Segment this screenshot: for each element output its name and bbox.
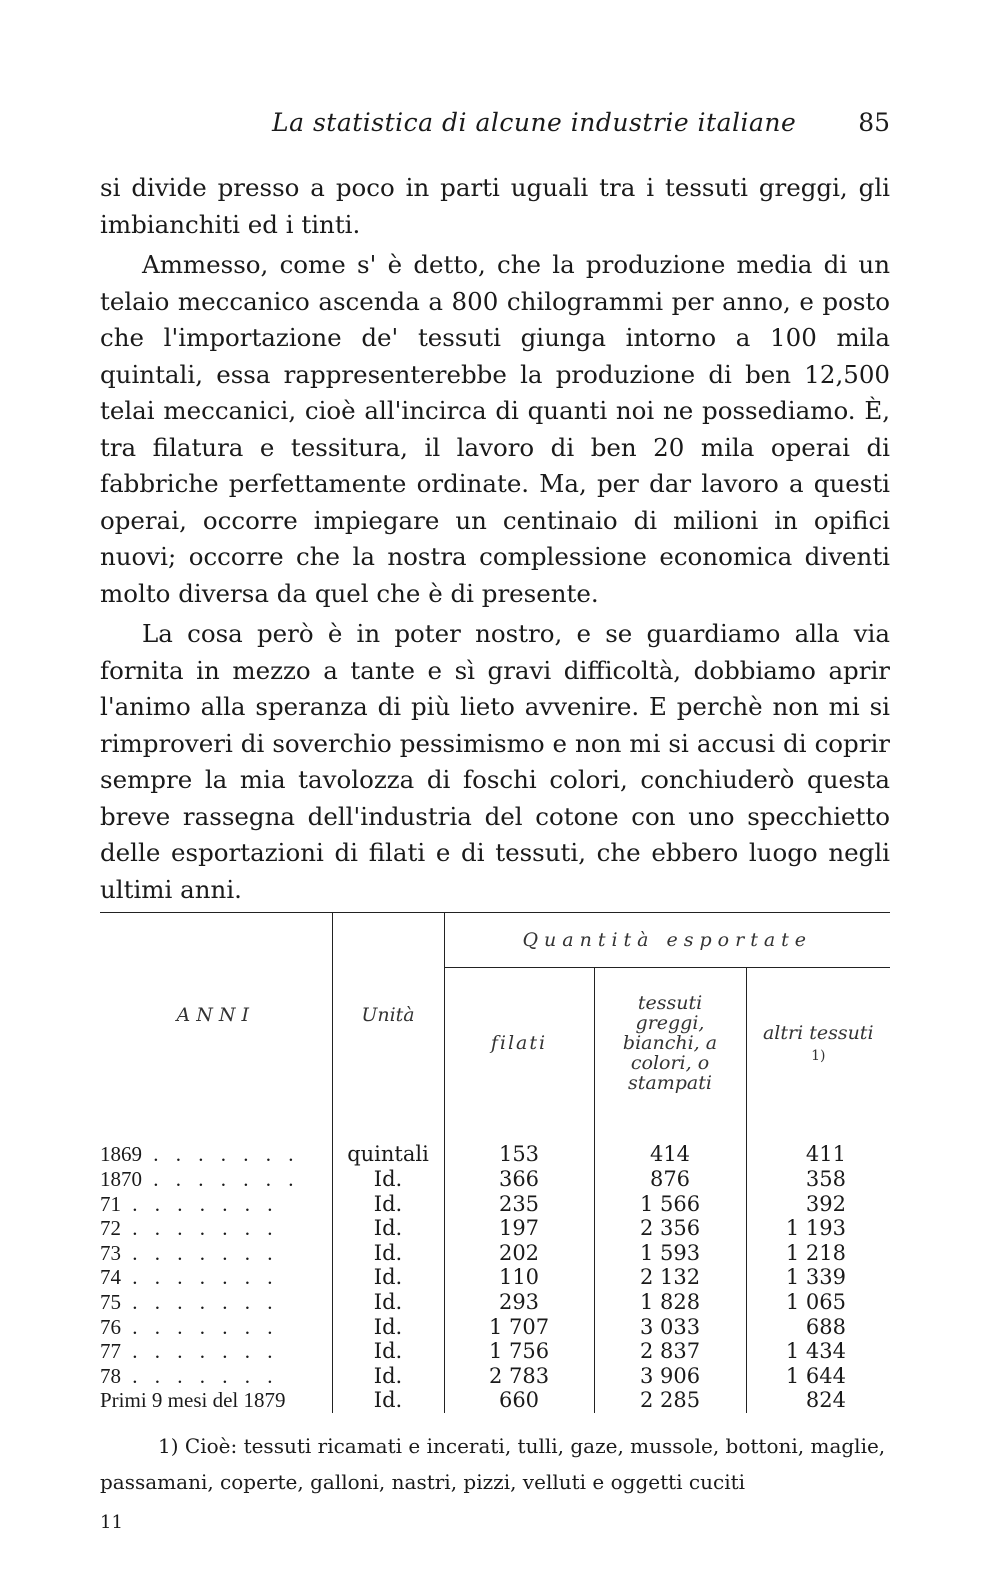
cell-altri-value: 1 193 bbox=[785, 1216, 846, 1241]
cell-year-value: 77 bbox=[100, 1339, 121, 1364]
cell-unit bbox=[332, 1142, 444, 1167]
cell-unit bbox=[332, 1265, 444, 1290]
cell-unit bbox=[332, 1339, 444, 1364]
cell-unit bbox=[332, 1240, 444, 1265]
cell-filati bbox=[444, 1314, 594, 1339]
cell-filati-value: 660 bbox=[498, 1388, 540, 1413]
header-greggi bbox=[594, 968, 746, 1118]
cell-filati-value: 293 bbox=[498, 1289, 540, 1314]
cell-altri-value: 1 218 bbox=[785, 1240, 846, 1265]
cell-unit-value: Id. bbox=[373, 1265, 403, 1290]
cell-filati bbox=[444, 1216, 594, 1241]
header-altri-note: 1) bbox=[811, 1047, 826, 1064]
table-row bbox=[100, 1216, 890, 1241]
cell-altri-value: 1 339 bbox=[785, 1265, 846, 1290]
cell-altri bbox=[746, 1265, 890, 1290]
cell-altri bbox=[746, 1191, 890, 1216]
leader-dots: . . . . . . . bbox=[121, 1191, 279, 1216]
cell-unit bbox=[332, 1388, 444, 1413]
cell-greggi bbox=[594, 1142, 746, 1167]
leader-dots: . . . . . . . bbox=[121, 1216, 279, 1241]
leader-dots: . . . . . . . bbox=[121, 1314, 279, 1339]
header-years: ANNI bbox=[176, 1004, 255, 1027]
cell-unit-value: Id. bbox=[373, 1363, 403, 1388]
footnote bbox=[100, 1428, 900, 1500]
cell-year bbox=[100, 1191, 332, 1216]
cell-greggi bbox=[594, 1363, 746, 1388]
cell-unit bbox=[332, 1363, 444, 1388]
cell-filati-value: 1 756 bbox=[488, 1339, 550, 1364]
cell-year bbox=[100, 1388, 332, 1413]
leader-dots: . . . . . . . bbox=[142, 1142, 300, 1167]
cell-greggi-value: 1 593 bbox=[639, 1240, 701, 1265]
cell-filati-value: 235 bbox=[498, 1191, 540, 1216]
table-row bbox=[100, 1290, 890, 1315]
cell-filati-value: 2 783 bbox=[488, 1363, 550, 1388]
signature-mark: 11 bbox=[100, 1512, 123, 1533]
leader-dots: . . . . . . . bbox=[121, 1240, 279, 1265]
cell-greggi bbox=[594, 1290, 746, 1315]
header-greggi-label: tessuti greggi, bianchi, a colori, o stampati bbox=[622, 991, 718, 1094]
cell-unit-value: Id. bbox=[373, 1388, 403, 1413]
cell-altri-value: 1 065 bbox=[785, 1289, 846, 1314]
cell-greggi-value: 876 bbox=[649, 1166, 691, 1191]
cell-unit-value: Id. bbox=[373, 1216, 403, 1241]
cell-year-value: 72 bbox=[100, 1216, 121, 1241]
header-altri-label: altri tessuti bbox=[762, 1021, 874, 1044]
cell-altri bbox=[746, 1314, 890, 1339]
cell-filati-value: 197 bbox=[498, 1216, 540, 1241]
table-row bbox=[100, 1191, 890, 1216]
body-text bbox=[100, 170, 890, 908]
cell-year-value: 75 bbox=[100, 1289, 121, 1314]
cell-altri bbox=[746, 1240, 890, 1265]
paragraph-continuation: si divide presso a poco in parti uguali tra i tessuti greggi, gli imbianchiti ed i tinti. bbox=[100, 173, 890, 239]
cell-unit-value: Id. bbox=[373, 1191, 403, 1216]
cell-filati-value: 366 bbox=[498, 1166, 540, 1191]
paragraph: La cosa però è in poter nostro, e se guardiamo alla via fornita in mezzo a tante e sì gravi difficoltà, dobbiamo aprir l'animo alla speranza di più lieto avvenire. E perchè non mi si rimproveri di soverchio pessimismo e non mi si accusi di coprir sempre la mia tavolozza di foschi colori, conchiuderò questa breve rassegna dell'industria del cotone con uno specchietto delle esportazioni di filati e di tessuti, che ebbero luogo negli ultimi anni. bbox=[100, 619, 890, 904]
cell-year-value: 73 bbox=[100, 1240, 121, 1265]
table-row bbox=[100, 1314, 890, 1339]
header-altri bbox=[746, 968, 890, 1118]
cell-greggi bbox=[594, 1167, 746, 1192]
cell-greggi bbox=[594, 1314, 746, 1339]
cell-unit-value: Id. bbox=[373, 1166, 403, 1191]
table-row bbox=[100, 1265, 890, 1290]
leader-dots: . . . . . . . bbox=[142, 1166, 300, 1191]
cell-filati-value: 153 bbox=[498, 1142, 540, 1167]
cell-filati bbox=[444, 1290, 594, 1315]
footnote-text: Cioè: tessuti ricamati e incerati, tulli, gaze, mussole, bottoni, maglie, passamani, coperte, galloni, nastri, pizzi, velluti e oggetti cuciti bbox=[100, 1434, 886, 1494]
cell-altri-value: 688 bbox=[805, 1314, 846, 1339]
cell-filati bbox=[444, 1240, 594, 1265]
cell-greggi-value: 3 906 bbox=[639, 1363, 701, 1388]
cell-filati bbox=[444, 1339, 594, 1364]
cell-greggi-value: 2 132 bbox=[639, 1265, 701, 1290]
cell-altri-value: 1 644 bbox=[785, 1363, 846, 1388]
cell-unit bbox=[332, 1191, 444, 1216]
cell-greggi-value: 2 837 bbox=[639, 1339, 701, 1364]
export-table bbox=[100, 912, 890, 1413]
header-unit: Unità bbox=[332, 913, 444, 1118]
header-filati: filati bbox=[444, 968, 594, 1118]
cell-year-value: 1869 bbox=[100, 1142, 142, 1167]
cell-altri-value: 1 434 bbox=[785, 1339, 846, 1364]
cell-altri-value: 411 bbox=[805, 1142, 846, 1167]
cell-greggi-value: 2 285 bbox=[639, 1388, 701, 1413]
cell-year-value: 76 bbox=[100, 1314, 121, 1339]
cell-unit bbox=[332, 1167, 444, 1192]
cell-altri bbox=[746, 1142, 890, 1167]
cell-year-value: 1870 bbox=[100, 1166, 142, 1191]
paragraph: Ammesso, come s' è detto, che la produzione media di un telaio meccanico ascenda a 800 chilogrammi per anno, e posto che l'importazione de' tessuti giunga intorno a 100 mila quintali, essa rappresenterebbe la produzione di ben 12,500 telai meccanici, cioè all'incirca di quanti noi ne possediamo. È, tra filatura e tessitura, il lavoro di ben 20 mila operai di fabbriche perfettamente ordinate. Ma, per dar lavoro a questi operai, occorre impiegare un centinaio di milioni in opifici nuovi; occorre che la nostra complessione economica diventi molto diversa da quel che è di presente. bbox=[100, 250, 890, 608]
cell-greggi bbox=[594, 1339, 746, 1364]
table-row bbox=[100, 1142, 890, 1167]
cell-greggi-value: 414 bbox=[649, 1142, 691, 1167]
cell-altri-value: 358 bbox=[805, 1166, 846, 1191]
cell-greggi-value: 1 828 bbox=[639, 1289, 701, 1314]
cell-year bbox=[100, 1339, 332, 1364]
cell-year bbox=[100, 1167, 332, 1192]
cell-filati bbox=[444, 1388, 594, 1413]
cell-altri bbox=[746, 1290, 890, 1315]
cell-filati bbox=[444, 1363, 594, 1388]
header-quantities-group: Quantità esportate bbox=[444, 913, 890, 968]
cell-greggi bbox=[594, 1240, 746, 1265]
cell-altri bbox=[746, 1339, 890, 1364]
cell-greggi bbox=[594, 1216, 746, 1241]
cell-altri bbox=[746, 1388, 890, 1413]
page-number: 85 bbox=[858, 108, 890, 137]
cell-unit-value: Id. bbox=[373, 1289, 403, 1314]
cell-year-value: 71 bbox=[100, 1191, 121, 1216]
cell-filati bbox=[444, 1167, 594, 1192]
running-title: La statistica di alcune industrie italiane bbox=[272, 108, 797, 137]
cell-unit-value: Id. bbox=[373, 1339, 403, 1364]
cell-unit-value: Id. bbox=[373, 1240, 403, 1265]
table-row bbox=[100, 1240, 890, 1265]
cell-year bbox=[100, 1290, 332, 1315]
table-row bbox=[100, 1167, 890, 1192]
cell-filati bbox=[444, 1265, 594, 1290]
cell-year-value: 78 bbox=[100, 1363, 121, 1388]
cell-year-value: Primi 9 mesi del 1879 bbox=[100, 1388, 286, 1413]
cell-year bbox=[100, 1314, 332, 1339]
cell-altri bbox=[746, 1216, 890, 1241]
cell-year-value: 74 bbox=[100, 1265, 121, 1290]
cell-unit-value: Id. bbox=[373, 1314, 403, 1339]
running-head bbox=[100, 108, 890, 148]
cell-filati-value: 202 bbox=[498, 1240, 540, 1265]
cell-altri bbox=[746, 1363, 890, 1388]
cell-greggi bbox=[594, 1191, 746, 1216]
cell-year bbox=[100, 1265, 332, 1290]
cell-year bbox=[100, 1240, 332, 1265]
leader-dots: . . . . . . . bbox=[121, 1265, 279, 1290]
cell-year bbox=[100, 1363, 332, 1388]
cell-filati-value: 1 707 bbox=[488, 1314, 550, 1339]
export-table-grid bbox=[100, 913, 890, 1413]
leader-dots: . . . . . . . bbox=[121, 1363, 279, 1388]
cell-unit bbox=[332, 1290, 444, 1315]
cell-greggi bbox=[594, 1388, 746, 1413]
cell-unit bbox=[332, 1314, 444, 1339]
cell-greggi-value: 2 356 bbox=[639, 1216, 701, 1241]
table-row bbox=[100, 1363, 890, 1388]
cell-year bbox=[100, 1142, 332, 1167]
cell-year bbox=[100, 1216, 332, 1241]
cell-greggi-value: 3 033 bbox=[639, 1314, 701, 1339]
table-row bbox=[100, 1388, 890, 1413]
footnote-marker: 1) bbox=[158, 1434, 179, 1458]
leader-dots: . . . . . . . bbox=[121, 1289, 279, 1314]
cell-altri-value: 392 bbox=[805, 1191, 846, 1216]
cell-filati bbox=[444, 1191, 594, 1216]
table-row bbox=[100, 1339, 890, 1364]
cell-filati bbox=[444, 1142, 594, 1167]
leader-dots: . . . . . . . bbox=[121, 1339, 279, 1364]
cell-altri-value: 824 bbox=[805, 1388, 846, 1413]
cell-unit-value: quintali bbox=[347, 1142, 429, 1167]
cell-filati-value: 110 bbox=[498, 1265, 540, 1290]
cell-greggi bbox=[594, 1265, 746, 1290]
cell-greggi-value: 1 566 bbox=[639, 1191, 701, 1216]
cell-unit bbox=[332, 1216, 444, 1241]
cell-altri bbox=[746, 1167, 890, 1192]
